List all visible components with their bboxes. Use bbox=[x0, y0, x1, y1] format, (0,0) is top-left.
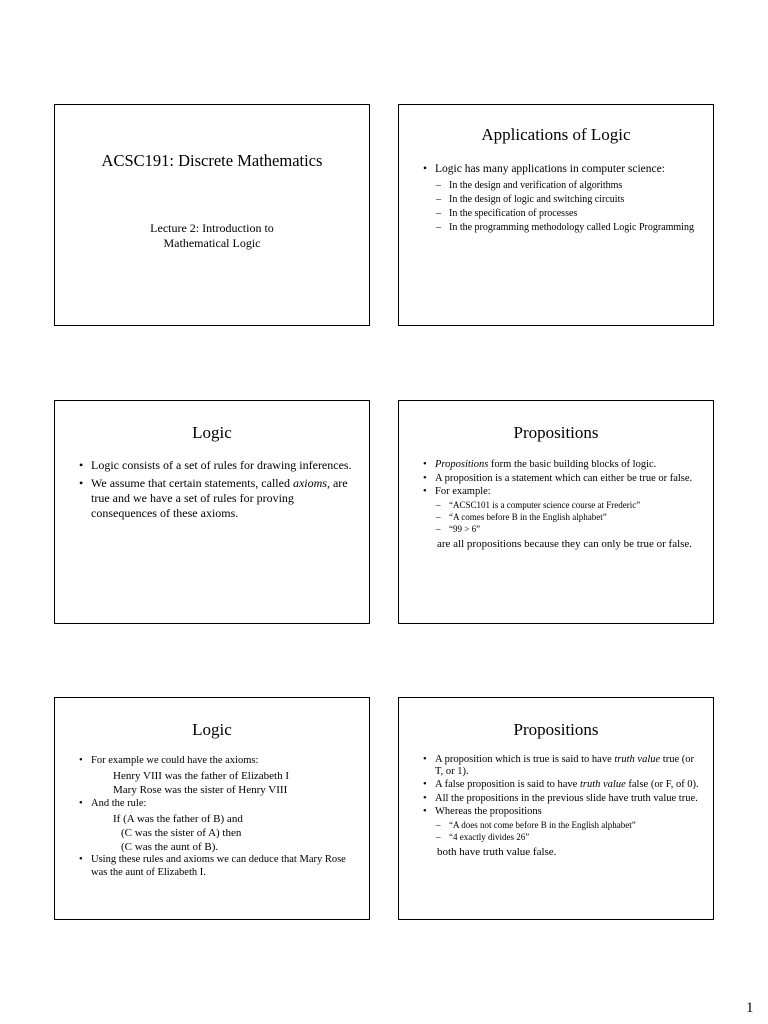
sub-bullet-item: – In the specification of processes bbox=[421, 208, 699, 220]
slide-4 bbox=[398, 400, 714, 624]
slide-subtitle bbox=[55, 221, 369, 251]
slide-body bbox=[77, 754, 355, 880]
slide-body bbox=[77, 458, 355, 524]
bullet-item: • All the propositions in the previous slide have truth value true. bbox=[421, 793, 699, 805]
bullet-item: • A proposition is a statement which can either be true or false. bbox=[421, 473, 699, 485]
continuation-text: are all propositions because they can only be true or false. bbox=[437, 537, 693, 550]
emphasis-text: axioms bbox=[292, 476, 327, 490]
subtitle-line: Mathematical Logic bbox=[163, 236, 261, 250]
sub-bullet-item: – In the programming methodology called Logic Programming bbox=[421, 222, 699, 234]
rule-line: (C was the sister of A) then bbox=[121, 827, 242, 839]
emphasis-text: Propositions bbox=[435, 459, 489, 470]
bullet-item: • For example we could have the axioms: bbox=[77, 754, 355, 768]
slide-body bbox=[421, 163, 699, 236]
slide-body bbox=[421, 459, 699, 550]
slide-3 bbox=[54, 400, 370, 624]
emphasis-text: truth value bbox=[614, 754, 661, 765]
page-number: 1 bbox=[746, 1000, 754, 1016]
sub-bullet-item: – In the design of logic and switching circuits bbox=[421, 194, 699, 206]
slide-1 bbox=[54, 104, 370, 326]
bullet-text: false (or F, of 0). bbox=[625, 779, 699, 790]
sub-bullet-item: – “A comes before B in the English alphabet” bbox=[421, 512, 699, 523]
continuation-text: both have truth value false. bbox=[437, 845, 557, 858]
sub-bullet-item: – “99 > 6” bbox=[421, 524, 699, 535]
bullet-text: We assume that certain statements, called bbox=[91, 476, 293, 490]
sub-bullet-item: – “4 exactly divides 26” bbox=[421, 832, 699, 843]
bullet-text: true (or T, or 1). bbox=[435, 754, 694, 777]
bullet-item: • Logic consists of a set of rules for drawing inferences. bbox=[77, 458, 355, 473]
slide-title: ACSC191: Discrete Mathematics bbox=[101, 151, 323, 170]
bullet-text: A false proposition is said to have bbox=[435, 779, 580, 790]
bullet-item: • For example: bbox=[421, 486, 699, 498]
bullet-item: • Logic has many applications in computer science: bbox=[421, 163, 699, 177]
bullet-text: A proposition which is true is said to have bbox=[435, 754, 615, 765]
sub-bullet-item: – In the design and verification of algorithms bbox=[421, 180, 699, 192]
slide-title: Propositions bbox=[513, 423, 599, 442]
slide-body bbox=[421, 754, 699, 858]
bullet-item bbox=[421, 459, 699, 471]
subtitle-line: Lecture 2: Introduction to bbox=[150, 221, 274, 235]
axiom-line: Henry VIII was the father of Elizabeth I bbox=[113, 770, 290, 782]
slide-6 bbox=[398, 697, 714, 920]
slide-title: Logic bbox=[192, 720, 232, 739]
bullet-item bbox=[421, 779, 699, 791]
bullet-item bbox=[77, 476, 355, 521]
slide-title: Logic bbox=[192, 423, 232, 442]
sub-bullet-item: – “A does not come before B in the English alphabet” bbox=[421, 820, 699, 831]
slide-5 bbox=[54, 697, 370, 920]
rule-line: (C was the aunt of B). bbox=[121, 841, 219, 853]
sub-bullet-item: – “ACSC101 is a computer science course at Frederic” bbox=[421, 500, 699, 511]
bullet-item: • Whereas the propositions bbox=[421, 806, 699, 818]
bullet-item: • Using these rules and axioms we can deduce that Mary Rose was the aunt of Elizabeth I. bbox=[77, 854, 355, 879]
bullet-item bbox=[421, 754, 699, 777]
slide-2 bbox=[398, 104, 714, 326]
rule-line: If (A was the father of B) and bbox=[113, 813, 243, 825]
bullet-item: • And the rule: bbox=[77, 797, 355, 811]
axiom-line: Mary Rose was the sister of Henry VIII bbox=[113, 784, 288, 796]
slide-title: Applications of Logic bbox=[481, 125, 631, 144]
bullet-text: form the basic building blocks of logic. bbox=[488, 459, 657, 470]
bullet-text: , are true and we have a set of rules for proving consequences of these axioms. bbox=[91, 476, 348, 520]
emphasis-text: truth value bbox=[579, 779, 626, 790]
slide-title: Propositions bbox=[513, 720, 599, 739]
